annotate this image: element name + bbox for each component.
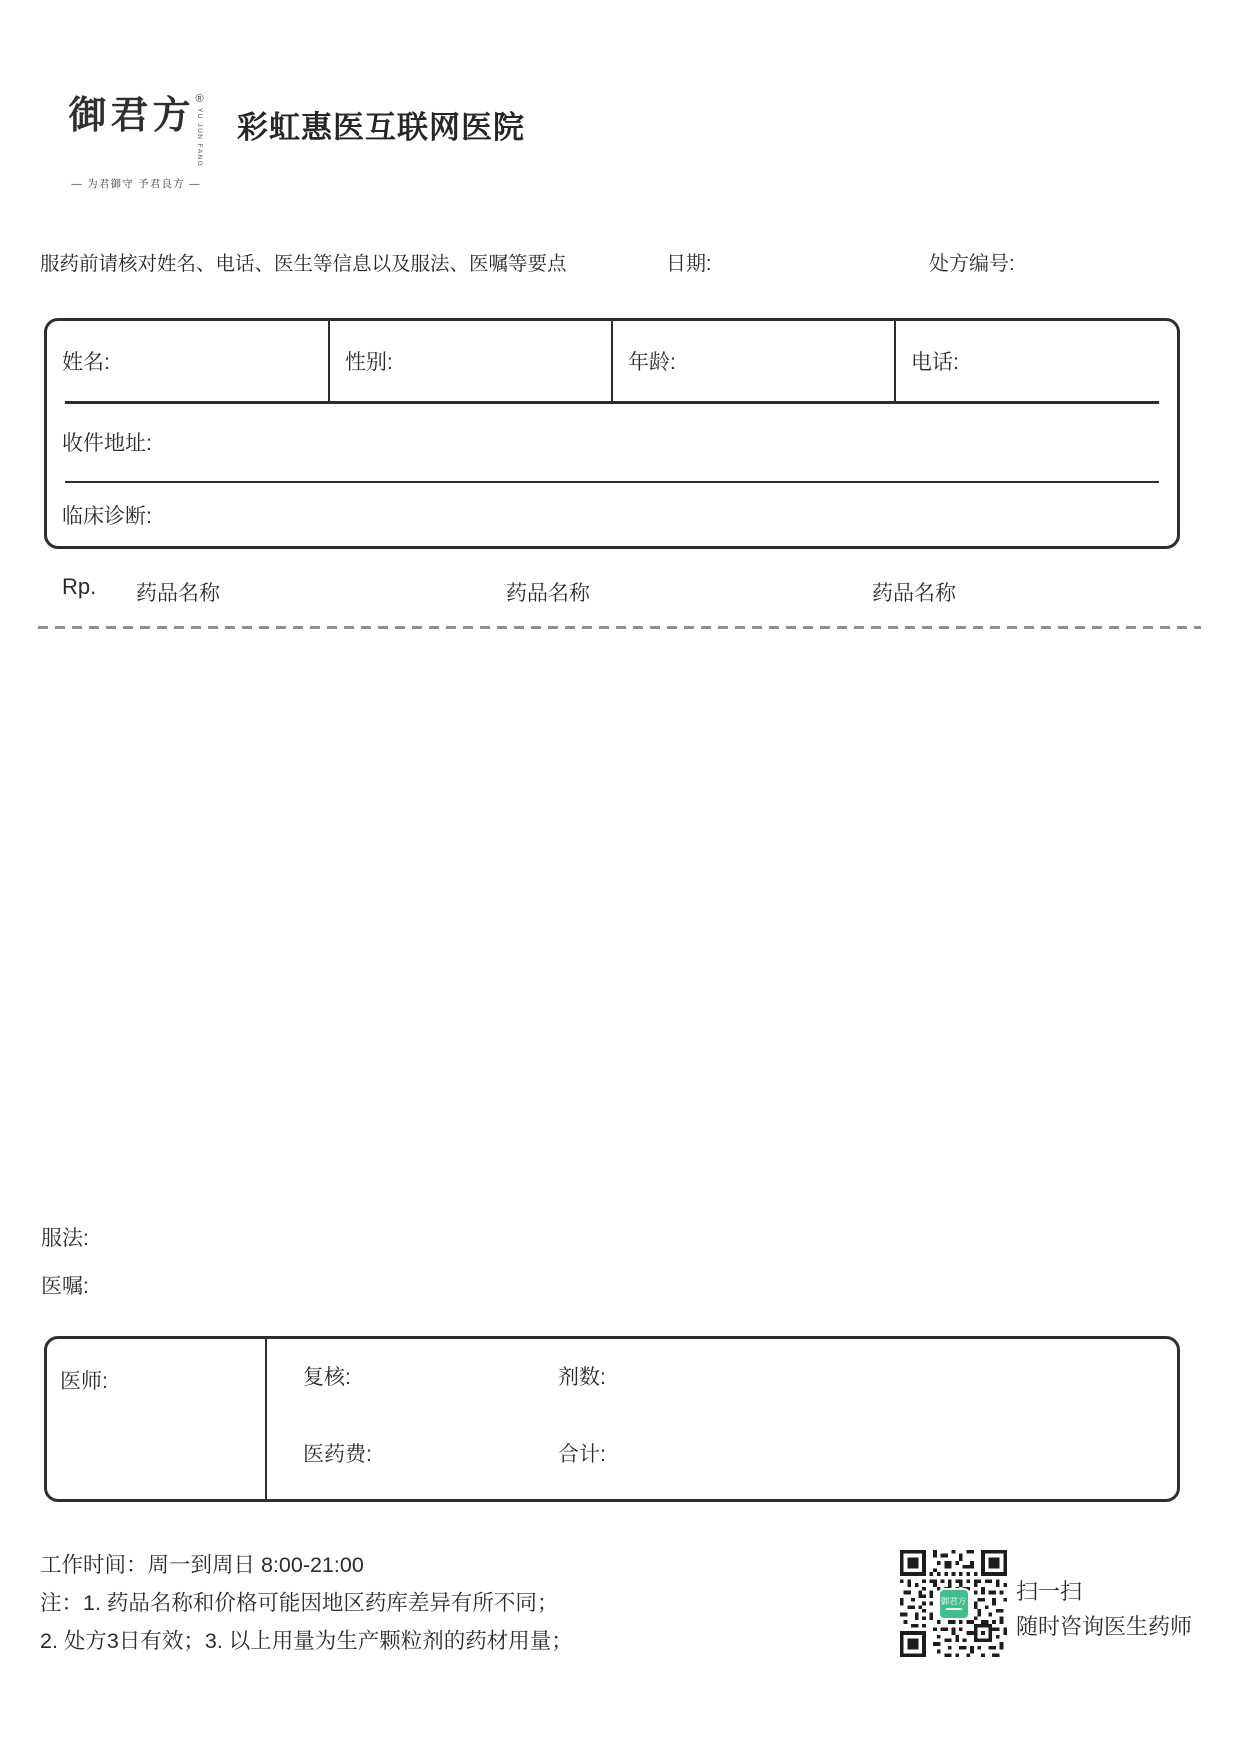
usage-label: 服法: xyxy=(41,1227,89,1250)
total-label: 合计: xyxy=(558,1443,606,1466)
rx-number-label: 处方编号: xyxy=(929,253,1015,275)
patient-age-cell xyxy=(611,321,894,401)
patient-info-box xyxy=(44,318,1180,549)
fee-label: 医药费: xyxy=(303,1443,372,1466)
qr-logo-subtext-bar xyxy=(946,1608,962,1610)
rp-label: Rp. xyxy=(62,574,97,599)
signature-right-area xyxy=(267,1339,1177,1499)
drug-column-header: 药品名称 xyxy=(136,582,220,605)
diagnosis-label: 临床诊断: xyxy=(62,504,152,528)
drug-column-header: 药品名称 xyxy=(506,582,590,605)
patient-phone-cell xyxy=(894,321,1177,401)
brand-logo-text: 御君方 xyxy=(68,92,195,137)
footer-notes xyxy=(40,1546,573,1660)
patient-diagnosis-cell xyxy=(47,483,1177,546)
phone-label: 电话: xyxy=(911,351,959,374)
advice-label: 医嘱: xyxy=(41,1275,89,1298)
qr-code xyxy=(900,1550,1007,1657)
doses-label: 剂数: xyxy=(558,1366,606,1389)
brand-logo-vertical-text: YU JUN FANG xyxy=(196,108,203,168)
patient-name-cell xyxy=(47,321,328,401)
brand-logo-row xyxy=(58,94,214,167)
scan-hint-label: 扫一扫 xyxy=(1016,1579,1083,1604)
address-label: 收件地址: xyxy=(62,432,152,455)
notes-line-1: 注：1. 药品名称和价格可能因地区药库差异有所不同； xyxy=(40,1591,559,1615)
name-label: 姓名: xyxy=(62,351,110,374)
pre-use-notice: 服药前请核对姓名、电话、医生等信息以及服法、医嘱等要点 xyxy=(40,253,567,275)
patient-address-cell xyxy=(47,404,1177,481)
brand-logo-side xyxy=(195,94,203,167)
gender-label: 性别: xyxy=(345,351,393,374)
review-doses-row xyxy=(303,1365,1177,1390)
qr-center-logo-badge xyxy=(938,1588,970,1620)
patient-row-basic xyxy=(47,321,1177,401)
doctor-cell xyxy=(47,1339,267,1499)
rp-dashed-separator xyxy=(38,626,1201,629)
review-label: 复核: xyxy=(303,1366,351,1389)
date-label: 日期: xyxy=(666,253,712,275)
age-label: 年龄: xyxy=(628,351,676,374)
consult-hint-label: 随时咨询医生药师 xyxy=(1016,1614,1193,1639)
work-hours-text: 工作时间：周一到周日 8:00-21:00 xyxy=(40,1553,364,1577)
doctor-label: 医师: xyxy=(60,1370,108,1393)
brand-tagline: — 为君御守 予君良方 — xyxy=(71,178,201,191)
registered-mark-icon: ® xyxy=(195,93,204,105)
hospital-title: 彩虹惠医互联网医院 xyxy=(237,110,525,145)
fee-total-row xyxy=(303,1442,1177,1467)
brand-logo xyxy=(58,94,214,191)
signature-box xyxy=(44,1336,1180,1502)
qr-logo-text: 御君方 xyxy=(940,1595,967,1606)
drug-column-header: 药品名称 xyxy=(872,582,956,605)
notes-line-2: 2. 处方3日有效；3. 以上用量为生产颗粒剂的药材用量； xyxy=(40,1629,573,1653)
patient-gender-cell xyxy=(328,321,611,401)
